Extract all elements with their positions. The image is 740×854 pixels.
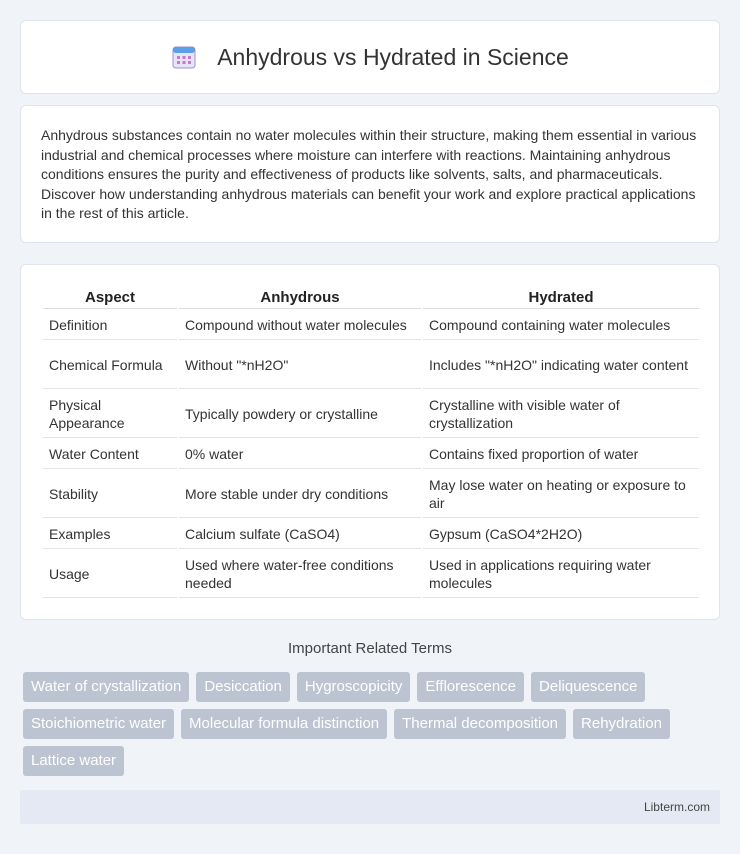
- header-hydrated: Hydrated: [423, 287, 699, 309]
- cell-aspect: Usage: [43, 551, 177, 598]
- table-row: [43, 440, 699, 469]
- related-terms-list: [23, 672, 723, 776]
- comparison-table: [41, 285, 701, 600]
- comparison-table-card: [20, 264, 720, 620]
- footer-brand-link[interactable]: Libterm.com: [643, 800, 710, 814]
- table-row: [43, 551, 699, 598]
- cell-aspect: Definition: [43, 311, 177, 340]
- related-term-tag[interactable]: Lattice water: [23, 746, 124, 776]
- page-title: Anhydrous vs Hydrated in Science: [217, 43, 569, 70]
- header-card: [20, 20, 720, 94]
- cell-aspect: Water Content: [43, 440, 177, 469]
- table-row: [43, 391, 699, 438]
- footer: [20, 790, 720, 824]
- header-aspect: Aspect: [43, 287, 177, 309]
- intro-card: [20, 105, 720, 243]
- calendar-icon: [171, 44, 197, 70]
- table-row: [43, 311, 699, 340]
- cell-anhydrous: Without "*nH2O": [179, 342, 421, 389]
- related-term-tag[interactable]: Rehydration: [573, 709, 670, 739]
- cell-anhydrous: Calcium sulfate (CaSO4): [179, 520, 421, 549]
- related-term-tag[interactable]: Hygroscopicity: [297, 672, 411, 702]
- cell-anhydrous: Compound without water molecules: [179, 311, 421, 340]
- cell-hydrated: May lose water on heating or exposure to air: [423, 471, 699, 518]
- cell-anhydrous: Used where water-free conditions needed: [179, 551, 421, 598]
- related-term-tag[interactable]: Deliquescence: [531, 672, 645, 702]
- cell-aspect: Chemical Formula: [43, 342, 177, 389]
- cell-anhydrous: Typically powdery or crystalline: [179, 391, 421, 438]
- cell-hydrated: Compound containing water molecules: [423, 311, 699, 340]
- related-term-tag[interactable]: Desiccation: [196, 672, 290, 702]
- header-anhydrous: Anhydrous: [179, 287, 421, 309]
- cell-hydrated: Includes "*nH2O" indicating water content: [423, 342, 699, 389]
- cell-hydrated: Contains fixed proportion of water: [423, 440, 699, 469]
- related-term-tag[interactable]: Stoichiometric water: [23, 709, 174, 739]
- table-row: [43, 520, 699, 549]
- table-row: [43, 471, 699, 518]
- cell-anhydrous: 0% water: [179, 440, 421, 469]
- cell-aspect: Examples: [43, 520, 177, 549]
- cell-aspect: Stability: [43, 471, 177, 518]
- cell-hydrated: Gypsum (CaSO4*2H2O): [423, 520, 699, 549]
- table-row: [43, 342, 699, 389]
- related-term-tag[interactable]: Molecular formula distinction: [181, 709, 387, 739]
- cell-aspect: Physical Appearance: [43, 391, 177, 438]
- intro-text: Anhydrous substances contain no water molecules within their structure, making them essential in various industrial and chemical processes where moisture can interfere with reactions. Maintaining anhydrous conditions ensures the purity and effectiveness of products like solvents, salts, and pharmaceuticals. Discover how understanding anhydrous materials can benefit your work and explore practical applications in the rest of this article.: [41, 127, 697, 222]
- related-terms-title: Important Related Terms: [288, 640, 452, 657]
- cell-hydrated: Crystalline with visible water of crystallization: [423, 391, 699, 438]
- table-header-row: [43, 287, 699, 309]
- related-term-tag[interactable]: Water of crystallization: [23, 672, 189, 702]
- related-term-tag[interactable]: Efflorescence: [417, 672, 524, 702]
- related-term-tag[interactable]: Thermal decomposition: [394, 709, 566, 739]
- cell-anhydrous: More stable under dry conditions: [179, 471, 421, 518]
- cell-hydrated: Used in applications requiring water molecules: [423, 551, 699, 598]
